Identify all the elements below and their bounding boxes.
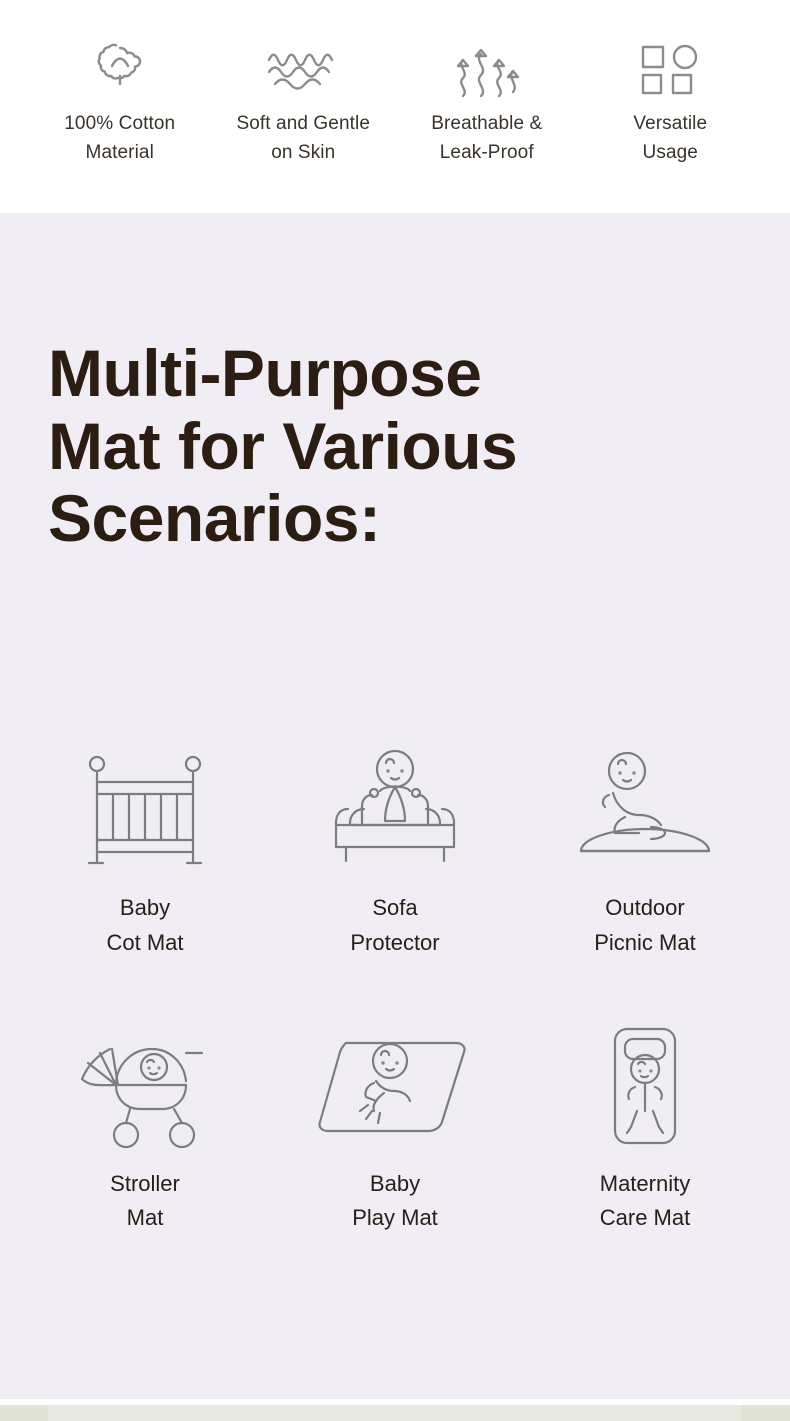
feature-item-soft	[212, 38, 396, 168]
page-title: Multi-Purpose Mat for Various Scenarios:	[48, 336, 518, 556]
multi-purpose-panel	[0, 213, 790, 1399]
scenario-label: Baby Play Mat	[352, 1170, 438, 1231]
scenario-label: Outdoor Picnic Mat	[594, 895, 696, 955]
feature-label: Versatile Usage	[633, 113, 708, 163]
stroller-icon	[70, 1019, 220, 1159]
feature-item-cotton	[28, 38, 212, 168]
feature-item-breathable	[395, 38, 579, 168]
versatile-grid-icon	[639, 38, 701, 100]
scenario-label: Baby Cot Mat	[106, 895, 184, 955]
baby-cot-icon	[75, 743, 215, 883]
scenario-item-maternity-care-mat	[520, 1019, 770, 1237]
cotton-boll-icon	[88, 38, 152, 100]
scenario-label: Maternity Care Mat	[599, 1170, 691, 1231]
outdoor-picnic-baby-icon	[565, 743, 725, 883]
feature-strip	[0, 0, 790, 213]
scenario-item-outdoor-picnic-mat	[520, 743, 770, 961]
feature-label: Breathable & Leak-Proof	[431, 113, 543, 163]
footer-band-inner	[48, 1405, 742, 1421]
sofa-baby-icon	[312, 743, 478, 883]
scenario-item-sofa-protector	[270, 743, 520, 961]
play-mat-baby-icon	[306, 1019, 484, 1159]
scenario-item-baby-cot-mat	[20, 743, 270, 961]
breathable-arrows-icon	[451, 38, 523, 100]
footer-strip	[0, 1399, 790, 1421]
feature-label: 100% Cotton Material	[64, 113, 176, 163]
scenario-label: Stroller Mat	[110, 1170, 180, 1231]
scenario-item-stroller-mat	[20, 1019, 270, 1237]
soft-waves-icon	[265, 38, 341, 100]
scenario-grid	[20, 743, 770, 1236]
scenario-label: Sofa Protector	[350, 895, 440, 955]
feature-item-versatile	[579, 38, 763, 168]
scenario-item-baby-play-mat	[270, 1019, 520, 1237]
feature-label: Soft and Gentle on Skin	[236, 113, 371, 163]
maternity-care-mat-icon	[597, 1019, 693, 1159]
